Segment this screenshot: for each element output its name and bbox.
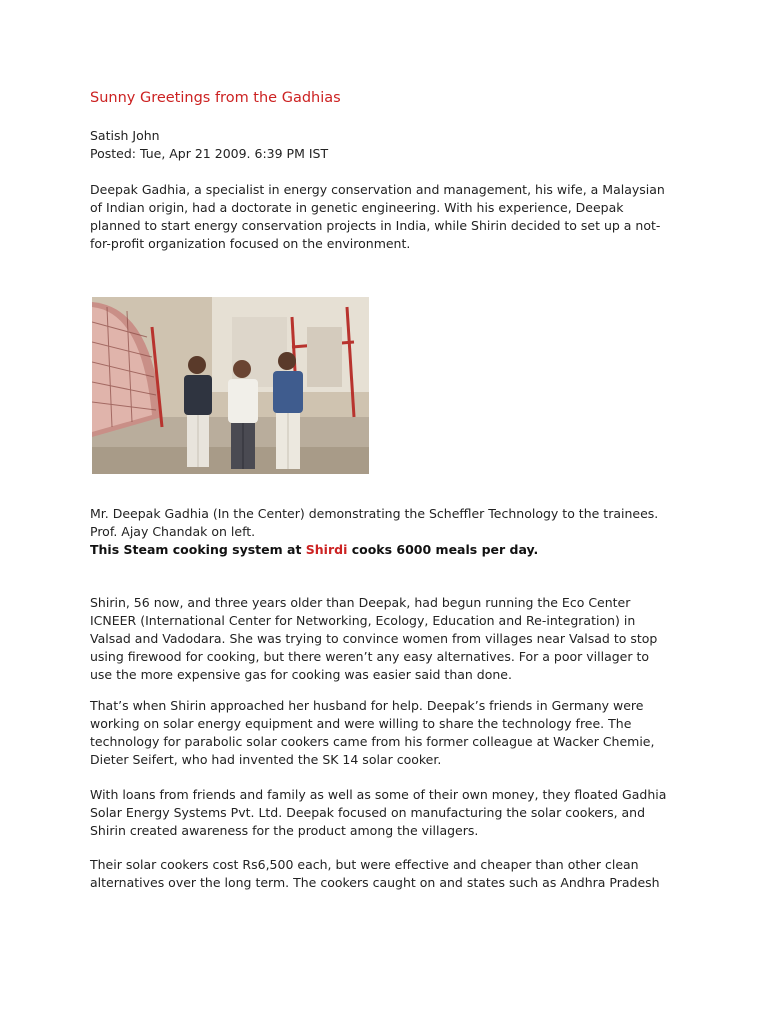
paragraph-line: That’s when Shirin approached her husband for help. Deepak’s friends in Germany were — [90, 698, 644, 713]
paragraph-cost — [90, 856, 682, 892]
paragraph-intro — [90, 181, 682, 253]
paragraph-line: Valsad and Vadodara. She was trying to convince women from villages near Valsad to stop — [90, 631, 658, 646]
paragraph-line: use the more expensive gas for cooking was easier said than done. — [90, 667, 512, 682]
paragraph-line: working on solar energy equipment and were willing to share the technology free. The — [90, 716, 632, 731]
article-photo — [92, 297, 369, 474]
paragraph-shirin — [90, 594, 682, 684]
article-title: Sunny Greetings from the Gadhias — [90, 90, 341, 106]
paragraph-line: technology for parabolic solar cookers came from his former colleague at Wacker Chemie, — [90, 734, 655, 749]
byline — [90, 127, 328, 163]
author-name: Satish John — [90, 128, 160, 143]
paragraph-line: of Indian origin, had a doctorate in genetic engineering. With his experience, Deepak — [90, 200, 624, 215]
paragraph-help — [90, 697, 682, 769]
paragraph-loans — [90, 786, 682, 840]
paragraph-line: planned to start energy conservation projects in India, while Shirin decided to set up a not- — [90, 218, 661, 233]
paragraph-line: Shirin, 56 now, and three years older than Deepak, had begun running the Eco Center — [90, 595, 631, 610]
paragraph-line: for-profit organization focused on the environment. — [90, 236, 411, 251]
caption-line: Mr. Deepak Gadhia (In the Center) demonstrating the Scheffler Technology to the trainees. — [90, 506, 659, 521]
paragraph-line: With loans from friends and family as well as some of their own money, they floated Gadhia — [90, 787, 667, 802]
paragraph-line: Shirin created awareness for the product among the villagers. — [90, 823, 479, 838]
photo-caption — [90, 505, 658, 559]
paragraph-line: Dieter Seifert, who had invented the SK 14 solar cooker. — [90, 752, 442, 767]
caption-bold-text: This Steam cooking system at — [90, 542, 306, 557]
caption-bold-text: cooks 6000 meals per day. — [347, 542, 539, 557]
paragraph-line: Their solar cookers cost Rs6,500 each, but were effective and cheaper than other clean — [90, 857, 639, 872]
caption-highlight-line — [90, 541, 658, 559]
paragraph-line: Solar Energy Systems Pvt. Ltd. Deepak focused on manufacturing the solar cookers, and — [90, 805, 646, 820]
paragraph-line: ICNEER (International Center for Networking, Ecology, Education and Re-integration) in — [90, 613, 636, 628]
paragraph-line: alternatives over the long term. The cookers caught on and states such as Andhra Pradesh — [90, 875, 660, 890]
shirdi-link[interactable]: Shirdi — [305, 542, 348, 557]
posted-date: Posted: Tue, Apr 21 2009. 6:39 PM IST — [90, 146, 329, 161]
caption-line: Prof. Ajay Chandak on left. — [90, 524, 256, 539]
paragraph-line: Deepak Gadhia, a specialist in energy conservation and management, his wife, a Malaysian — [90, 182, 665, 197]
paragraph-line: using firewood for cooking, but there weren’t any easy alternatives. For a poor villager to — [90, 649, 650, 664]
